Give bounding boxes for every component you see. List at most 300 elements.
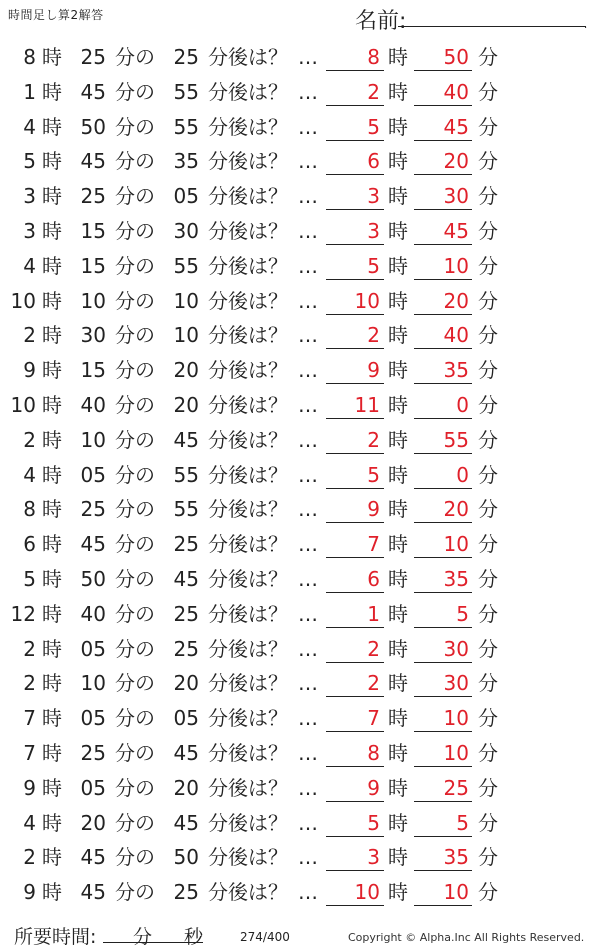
start-hour: 3 (23, 184, 36, 209)
answer-hour-label: 時 (388, 880, 408, 905)
second-unit: 秒 (184, 926, 204, 948)
start-minute: 05 (80, 636, 106, 661)
answer-minute-label: 分 (478, 567, 498, 591)
answer-hour[interactable]: 9 (367, 775, 380, 800)
answer-minute-label: 分 (478, 114, 498, 139)
answer-minute-line[interactable] (414, 418, 472, 419)
answer-minute-line[interactable] (414, 314, 472, 315)
hour-label: 時 (42, 880, 62, 905)
minute-of-label: 分の (115, 497, 155, 522)
minutes-after-label: 分後は？ (208, 880, 288, 905)
minutes-after-label: 分後は？ (208, 775, 288, 800)
answer-minute[interactable]: 0 (456, 462, 469, 487)
answer-minute-line[interactable] (414, 383, 472, 384)
start-minute: 10 (80, 671, 106, 696)
answer-minute[interactable]: 45 (443, 219, 469, 243)
answer-minute[interactable]: 25 (443, 775, 469, 800)
answer-hour[interactable]: 2 (367, 671, 380, 696)
minutes-after-label: 分後は？ (208, 845, 288, 870)
answer-hour[interactable]: 6 (367, 149, 380, 174)
answer-hour-label: 時 (388, 706, 408, 731)
problem-row (0, 561, 600, 596)
minute-of-label: 分の (115, 219, 155, 243)
answer-minute-label: 分 (478, 845, 498, 870)
start-hour: 9 (23, 358, 36, 383)
start-minute: 25 (80, 184, 106, 209)
answer-hour-label: 時 (388, 741, 408, 765)
ellipsis: … (298, 462, 318, 487)
start-hour: 9 (23, 880, 36, 905)
answer-hour-label: 時 (388, 601, 408, 626)
minutes-after-label: 分後は？ (208, 358, 288, 383)
answer-hour-label: 時 (388, 567, 408, 591)
start-minute: 50 (80, 114, 106, 139)
added-minutes: 45 (173, 427, 199, 452)
start-minute: 30 (80, 323, 106, 348)
added-minutes: 20 (173, 393, 199, 417)
ellipsis: … (298, 114, 318, 139)
answer-hour-line[interactable] (326, 801, 384, 802)
ellipsis: … (298, 810, 318, 835)
minutes-after-label: 分後は？ (208, 45, 288, 69)
start-minute: 15 (80, 253, 106, 278)
start-minute: 15 (80, 219, 106, 243)
start-hour: 4 (23, 114, 36, 139)
answer-hour[interactable]: 10 (354, 288, 380, 313)
ellipsis: … (298, 45, 318, 69)
added-minutes: 10 (173, 288, 199, 313)
answer-hour-line[interactable] (326, 140, 384, 141)
answer-minute[interactable]: 20 (443, 149, 469, 174)
answer-hour-label: 時 (388, 79, 408, 104)
answer-hour-line[interactable] (326, 383, 384, 384)
answer-minute-label: 分 (478, 393, 498, 417)
answer-minute[interactable]: 55 (443, 427, 469, 452)
answer-minute-label: 分 (478, 741, 498, 765)
answer-minute[interactable]: 0 (456, 393, 469, 417)
start-hour: 2 (23, 427, 36, 452)
name-line-end-dot: . (584, 20, 588, 31)
ellipsis: … (298, 288, 318, 313)
minute-of-label: 分の (115, 253, 155, 278)
answer-hour-label: 時 (388, 532, 408, 557)
answer-hour-line[interactable] (326, 592, 384, 593)
start-hour: 2 (23, 671, 36, 696)
hour-label: 時 (42, 845, 62, 870)
hour-label: 時 (42, 393, 62, 417)
start-minute: 40 (80, 393, 106, 417)
answer-minute-line[interactable] (414, 766, 472, 767)
time-required-label: 所要時間: (14, 926, 97, 948)
minutes-after-label: 分後は？ (208, 741, 288, 765)
answer-hour[interactable]: 10 (354, 880, 380, 905)
answer-minute-label: 分 (478, 79, 498, 104)
answer-hour[interactable]: 8 (367, 45, 380, 69)
added-minutes: 55 (173, 462, 199, 487)
answer-minute-line[interactable] (414, 140, 472, 141)
ellipsis: … (298, 775, 318, 800)
answer-hour-line[interactable] (326, 766, 384, 767)
answer-hour-line[interactable] (326, 905, 384, 906)
answer-minute[interactable]: 10 (443, 253, 469, 278)
minute-of-label: 分の (115, 636, 155, 661)
minute-of-label: 分の (115, 427, 155, 452)
answer-hour-label: 時 (388, 219, 408, 243)
answer-hour-line[interactable] (326, 244, 384, 245)
answer-minute-line[interactable] (414, 592, 472, 593)
answer-hour-line[interactable] (326, 627, 384, 628)
answer-minute[interactable]: 40 (443, 323, 469, 348)
ellipsis: … (298, 567, 318, 591)
answer-hour[interactable]: 1 (367, 601, 380, 626)
answer-hour[interactable]: 2 (367, 427, 380, 452)
hour-label: 時 (42, 323, 62, 348)
answer-hour-line[interactable] (326, 731, 384, 732)
start-minute: 50 (80, 567, 106, 591)
problem-row (0, 700, 600, 735)
ellipsis: … (298, 741, 318, 765)
problem-row (0, 74, 600, 109)
minute-of-label: 分の (115, 601, 155, 626)
answer-minute-line[interactable] (414, 348, 472, 349)
minutes-after-label: 分後は？ (208, 288, 288, 313)
minutes-after-label: 分後は？ (208, 567, 288, 591)
answer-minute[interactable]: 10 (443, 880, 469, 905)
answer-minute-line[interactable] (414, 696, 472, 697)
answer-hour[interactable]: 5 (367, 114, 380, 139)
answer-hour[interactable]: 5 (367, 253, 380, 278)
added-minutes: 25 (173, 880, 199, 905)
answer-hour-label: 時 (388, 497, 408, 522)
problem-row (0, 317, 600, 352)
answer-hour-line[interactable] (326, 314, 384, 315)
start-hour: 10 (10, 393, 36, 417)
minutes-after-label: 分後は？ (208, 671, 288, 696)
answer-minute-line[interactable] (414, 731, 472, 732)
minutes-after-label: 分後は？ (208, 393, 288, 417)
answer-minute[interactable]: 50 (443, 45, 469, 69)
start-hour: 7 (23, 706, 36, 731)
answer-minute[interactable]: 35 (443, 358, 469, 383)
answer-hour[interactable]: 5 (367, 810, 380, 835)
added-minutes: 45 (173, 810, 199, 835)
minute-of-label: 分の (115, 323, 155, 348)
answer-hour-label: 時 (388, 462, 408, 487)
ellipsis: … (298, 880, 318, 905)
minutes-after-label: 分後は？ (208, 810, 288, 835)
answer-minute-label: 分 (478, 323, 498, 348)
start-hour: 2 (23, 323, 36, 348)
answer-hour[interactable]: 9 (367, 497, 380, 522)
hour-label: 時 (42, 462, 62, 487)
added-minutes: 20 (173, 775, 199, 800)
answer-hour-line[interactable] (326, 453, 384, 454)
answer-hour-line[interactable] (326, 696, 384, 697)
problem-row (0, 735, 600, 770)
answer-hour-line[interactable] (326, 279, 384, 280)
minutes-after-label: 分後は？ (208, 323, 288, 348)
start-hour: 7 (23, 741, 36, 765)
answer-hour[interactable]: 6 (367, 567, 380, 591)
minutes-after-label: 分後は？ (208, 601, 288, 626)
start-hour: 4 (23, 253, 36, 278)
problem-row (0, 665, 600, 700)
answer-minute[interactable]: 10 (443, 741, 469, 765)
worksheet-title: 時間足し算2解答 (8, 8, 104, 22)
added-minutes: 10 (173, 323, 199, 348)
problem-row (0, 874, 600, 909)
answer-hour-line[interactable] (326, 662, 384, 663)
answer-minute[interactable]: 35 (443, 845, 469, 870)
problem-row (0, 422, 600, 457)
ellipsis: … (298, 219, 318, 243)
minute-of-label: 分の (115, 288, 155, 313)
hour-label: 時 (42, 810, 62, 835)
hour-label: 時 (42, 79, 62, 104)
minutes-after-label: 分後は？ (208, 636, 288, 661)
answer-hour[interactable]: 7 (367, 532, 380, 557)
answer-minute-line[interactable] (414, 836, 472, 837)
minute-of-label: 分の (115, 114, 155, 139)
ellipsis: … (298, 427, 318, 452)
ellipsis: … (298, 497, 318, 522)
answer-minute-label: 分 (478, 497, 498, 522)
start-hour: 10 (10, 288, 36, 313)
answer-hour[interactable]: 3 (367, 219, 380, 243)
answer-minute[interactable]: 30 (443, 184, 469, 209)
answer-minute-label: 分 (478, 810, 498, 835)
added-minutes: 05 (173, 184, 199, 209)
answer-minute[interactable]: 10 (443, 532, 469, 557)
answer-minute[interactable]: 5 (456, 810, 469, 835)
answer-minute-line[interactable] (414, 244, 472, 245)
ellipsis: … (298, 671, 318, 696)
hour-label: 時 (42, 427, 62, 452)
problem-row (0, 109, 600, 144)
added-minutes: 50 (173, 845, 199, 870)
minutes-after-label: 分後は？ (208, 462, 288, 487)
answer-hour-line[interactable] (326, 836, 384, 837)
minute-of-label: 分の (115, 775, 155, 800)
hour-label: 時 (42, 636, 62, 661)
minute-of-label: 分の (115, 462, 155, 487)
answer-minute-line[interactable] (414, 70, 472, 71)
added-minutes: 45 (173, 741, 199, 765)
minutes-after-label: 分後は？ (208, 532, 288, 557)
answer-minute-label: 分 (478, 427, 498, 452)
answer-minute-label: 分 (478, 45, 498, 69)
ellipsis: … (298, 532, 318, 557)
minutes-after-label: 分後は？ (208, 427, 288, 452)
hour-label: 時 (42, 671, 62, 696)
problem-row (0, 457, 600, 492)
answer-hour[interactable]: 2 (367, 79, 380, 104)
answer-minute[interactable]: 10 (443, 706, 469, 731)
start-minute: 45 (80, 880, 106, 905)
answer-minute-line[interactable] (414, 488, 472, 489)
answer-minute-label: 分 (478, 532, 498, 557)
problem-row (0, 526, 600, 561)
answer-hour-line[interactable] (326, 557, 384, 558)
answer-minute[interactable]: 35 (443, 567, 469, 591)
start-minute: 05 (80, 775, 106, 800)
added-minutes: 35 (173, 149, 199, 174)
answer-minute-line[interactable] (414, 209, 472, 210)
name-blank-line[interactable] (398, 26, 586, 27)
answer-minute-line[interactable] (414, 105, 472, 106)
ellipsis: … (298, 358, 318, 383)
answer-hour-label: 時 (388, 636, 408, 661)
answer-minute[interactable]: 20 (443, 288, 469, 313)
minutes-after-label: 分後は？ (208, 79, 288, 104)
answer-minute-label: 分 (478, 601, 498, 626)
answer-hour[interactable]: 2 (367, 323, 380, 348)
problem-row (0, 213, 600, 248)
start-minute: 25 (80, 741, 106, 765)
minute-of-label: 分の (115, 810, 155, 835)
answer-minute[interactable]: 30 (443, 671, 469, 696)
hour-label: 時 (42, 45, 62, 69)
answer-minute-line[interactable] (414, 522, 472, 523)
answer-hour-label: 時 (388, 427, 408, 452)
problem-row (0, 352, 600, 387)
answer-hour-label: 時 (388, 288, 408, 313)
start-hour: 5 (23, 567, 36, 591)
answer-hour-line[interactable] (326, 870, 384, 871)
answer-hour-line[interactable] (326, 174, 384, 175)
problem-row (0, 387, 600, 422)
answer-hour[interactable]: 3 (367, 184, 380, 209)
minutes-after-label: 分後は？ (208, 253, 288, 278)
minute-of-label: 分の (115, 706, 155, 731)
added-minutes: 25 (173, 45, 199, 69)
answer-hour-label: 時 (388, 149, 408, 174)
answer-minute-line[interactable] (414, 662, 472, 663)
answer-minute-line[interactable] (414, 557, 472, 558)
minutes-after-label: 分後は？ (208, 219, 288, 243)
start-hour: 5 (23, 149, 36, 174)
answer-hour-label: 時 (388, 845, 408, 870)
answer-minute-line[interactable] (414, 801, 472, 802)
added-minutes: 25 (173, 532, 199, 557)
answer-hour-line[interactable] (326, 105, 384, 106)
answer-minute-label: 分 (478, 219, 498, 243)
start-minute: 15 (80, 358, 106, 383)
answer-minute-line[interactable] (414, 174, 472, 175)
problem-row (0, 631, 600, 666)
answer-hour-line[interactable] (326, 70, 384, 71)
answer-minute-line[interactable] (414, 627, 472, 628)
start-minute: 45 (80, 79, 106, 104)
minutes-after-label: 分後は？ (208, 497, 288, 522)
answer-hour-label: 時 (388, 775, 408, 800)
problem-row (0, 805, 600, 840)
answer-minute[interactable]: 45 (443, 114, 469, 139)
added-minutes: 30 (173, 219, 199, 243)
answer-hour[interactable]: 8 (367, 741, 380, 765)
answer-hour[interactable]: 2 (367, 636, 380, 661)
problem-row (0, 39, 600, 74)
minute-of-label: 分の (115, 393, 155, 417)
answer-hour-label: 時 (388, 358, 408, 383)
answer-minute[interactable]: 30 (443, 636, 469, 661)
answer-hour-line[interactable] (326, 209, 384, 210)
start-hour: 12 (10, 601, 36, 626)
answer-minute-line[interactable] (414, 279, 472, 280)
minute-of-label: 分の (115, 741, 155, 765)
hour-label: 時 (42, 358, 62, 383)
answer-hour-line[interactable] (326, 418, 384, 419)
answer-minute-line[interactable] (414, 453, 472, 454)
minute-of-label: 分の (115, 358, 155, 383)
answer-hour-label: 時 (388, 810, 408, 835)
start-hour: 8 (23, 497, 36, 522)
start-minute: 45 (80, 149, 106, 174)
start-hour: 2 (23, 845, 36, 870)
ellipsis: … (298, 149, 318, 174)
answer-hour[interactable]: 11 (354, 393, 380, 417)
hour-label: 時 (42, 288, 62, 313)
start-hour: 2 (23, 636, 36, 661)
start-minute: 05 (80, 706, 106, 731)
start-minute: 40 (80, 601, 106, 626)
answer-minute-line[interactable] (414, 870, 472, 871)
answer-hour[interactable]: 7 (367, 706, 380, 731)
ellipsis: … (298, 636, 318, 661)
minute-of-label: 分の (115, 845, 155, 870)
start-hour: 4 (23, 462, 36, 487)
answer-hour-line[interactable] (326, 488, 384, 489)
start-hour: 1 (23, 79, 36, 104)
minute-of-label: 分の (115, 45, 155, 69)
answer-hour-line[interactable] (326, 348, 384, 349)
added-minutes: 45 (173, 567, 199, 591)
answer-hour[interactable]: 5 (367, 462, 380, 487)
answer-minute-label: 分 (478, 358, 498, 383)
answer-minute-label: 分 (478, 462, 498, 487)
added-minutes: 55 (173, 114, 199, 139)
hour-label: 時 (42, 219, 62, 243)
ellipsis: … (298, 184, 318, 209)
answer-minute[interactable]: 40 (443, 79, 469, 104)
page-number: 274/400 (240, 930, 290, 944)
answer-minute[interactable]: 20 (443, 497, 469, 522)
problem-row (0, 770, 600, 805)
start-hour: 3 (23, 219, 36, 243)
minute-of-label: 分の (115, 532, 155, 557)
problem-row (0, 143, 600, 178)
ellipsis: … (298, 79, 318, 104)
hour-label: 時 (42, 601, 62, 626)
start-minute: 25 (80, 45, 106, 69)
hour-label: 時 (42, 567, 62, 591)
minutes-after-label: 分後は？ (208, 149, 288, 174)
added-minutes: 25 (173, 636, 199, 661)
answer-hour[interactable]: 9 (367, 358, 380, 383)
start-hour: 9 (23, 775, 36, 800)
answer-minute-label: 分 (478, 149, 498, 174)
answer-minute[interactable]: 5 (456, 601, 469, 626)
start-hour: 4 (23, 810, 36, 835)
answer-hour[interactable]: 3 (367, 845, 380, 870)
name-label: 名前: (355, 9, 407, 34)
answer-minute-label: 分 (478, 288, 498, 313)
answer-minute-line[interactable] (414, 905, 472, 906)
hour-label: 時 (42, 706, 62, 731)
answer-hour-line[interactable] (326, 522, 384, 523)
start-minute: 25 (80, 497, 106, 522)
start-minute: 10 (80, 427, 106, 452)
